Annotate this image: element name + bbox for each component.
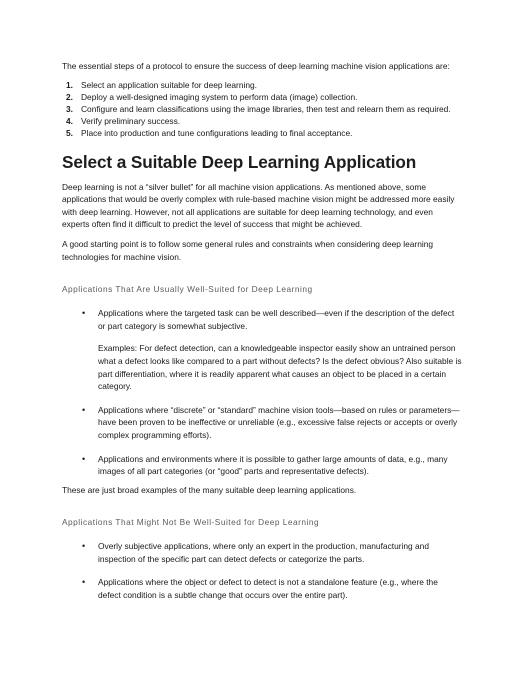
bullet-text: Applications where the object or defect to detect is not a standalone feature (e.g., where the defect condition is a subtle change that occurs over the entire part). <box>98 577 438 601</box>
subsection-heading-not-well-suited: Applications That Might Not Be Well-Suited for Deep Learning <box>62 517 320 528</box>
examples-paragraph: Examples: For defect detection, can a knowledgeable inspector easily show an untrained person what a defect looks like compared to a part without defects? Is the defect obvious? Also suitable is part differentiation, where it is readily apparent what causes an object to be placed in a certain category. <box>98 343 462 392</box>
not-well-suited-list <box>62 540 462 601</box>
list-item <box>62 307 462 393</box>
body-paragraph: Deep learning is not a “silver bullet” for all machine vision applications. As mentioned above, some applications that would be overly complex with rule-based machine vision might be addressed more easily with deep learning. However, not all applications are suitable for deep learning technology, and even experts often find it difficult to predict the level of success that might be achieved. <box>62 181 455 230</box>
bullet-text: Applications where the targeted task can be well described—even if the description of the defect or part category is somewhat subjective. <box>98 308 455 331</box>
bullet-text: Applications and environments where it is possible to gather large amounts of data, e.g., many images of all part categories (or “good” parts and representative defects). <box>98 453 448 477</box>
step-text: Deploy a well-designed imaging system to perform data (image) collection. <box>81 91 358 102</box>
list-item <box>62 79 462 91</box>
list-item <box>62 453 462 478</box>
step-number: 3. <box>66 104 73 114</box>
bullet-icon: • <box>82 577 86 588</box>
step-number: 5. <box>66 128 73 139</box>
bullet-text: Overly subjective applications, where only an expert in the production, manufacturing and inspection of the specific part can detect defects or categorize the parts. <box>98 541 430 564</box>
document-page <box>62 60 462 613</box>
bullet-icon: • <box>82 308 86 319</box>
list-item <box>62 127 462 139</box>
list-item <box>62 115 462 127</box>
bullet-text: Applications where “discrete” or “standard” machine vision tools—based on rules or parameters—have been proven to be ineffective or unreliable (e.g., excessive false rejects or accepts or overly complex programming efforts). <box>98 404 460 440</box>
well-suited-list <box>62 307 462 478</box>
step-text: Place into production and tune configurations leading to final acceptance. <box>81 128 353 139</box>
step-number: 1. <box>66 79 73 90</box>
body-paragraph: A good starting point is to follow some general rules and constraints when considering deep learning technologies for machine vision. <box>62 238 434 262</box>
section-heading: Select a Suitable Deep Learning Application <box>62 151 417 172</box>
step-text: Select an application suitable for deep learning. <box>81 79 257 90</box>
step-number: 4. <box>66 116 73 127</box>
intro-paragraph: The essential steps of a protocol to ensure the success of deep learning machine vision applications are: <box>62 61 450 71</box>
list-item <box>62 103 462 115</box>
protocol-steps-list <box>62 79 462 140</box>
step-text: Configure and learn classifications using the image libraries, then test and relearn them as required. <box>81 104 451 114</box>
list-item <box>62 540 462 565</box>
list-item <box>62 404 462 442</box>
subsection-heading-well-suited: Applications That Are Usually Well-Suited for Deep Learning <box>62 284 313 295</box>
step-text: Verify preliminary success. <box>81 116 181 127</box>
bullet-icon: • <box>82 404 86 415</box>
list-item <box>62 91 462 103</box>
bullet-icon: • <box>82 453 86 464</box>
closing-paragraph: These are just broad examples of the many suitable deep learning applications. <box>62 484 357 495</box>
step-number: 2. <box>66 91 73 102</box>
bullet-icon: • <box>82 541 86 552</box>
list-item <box>62 576 462 601</box>
